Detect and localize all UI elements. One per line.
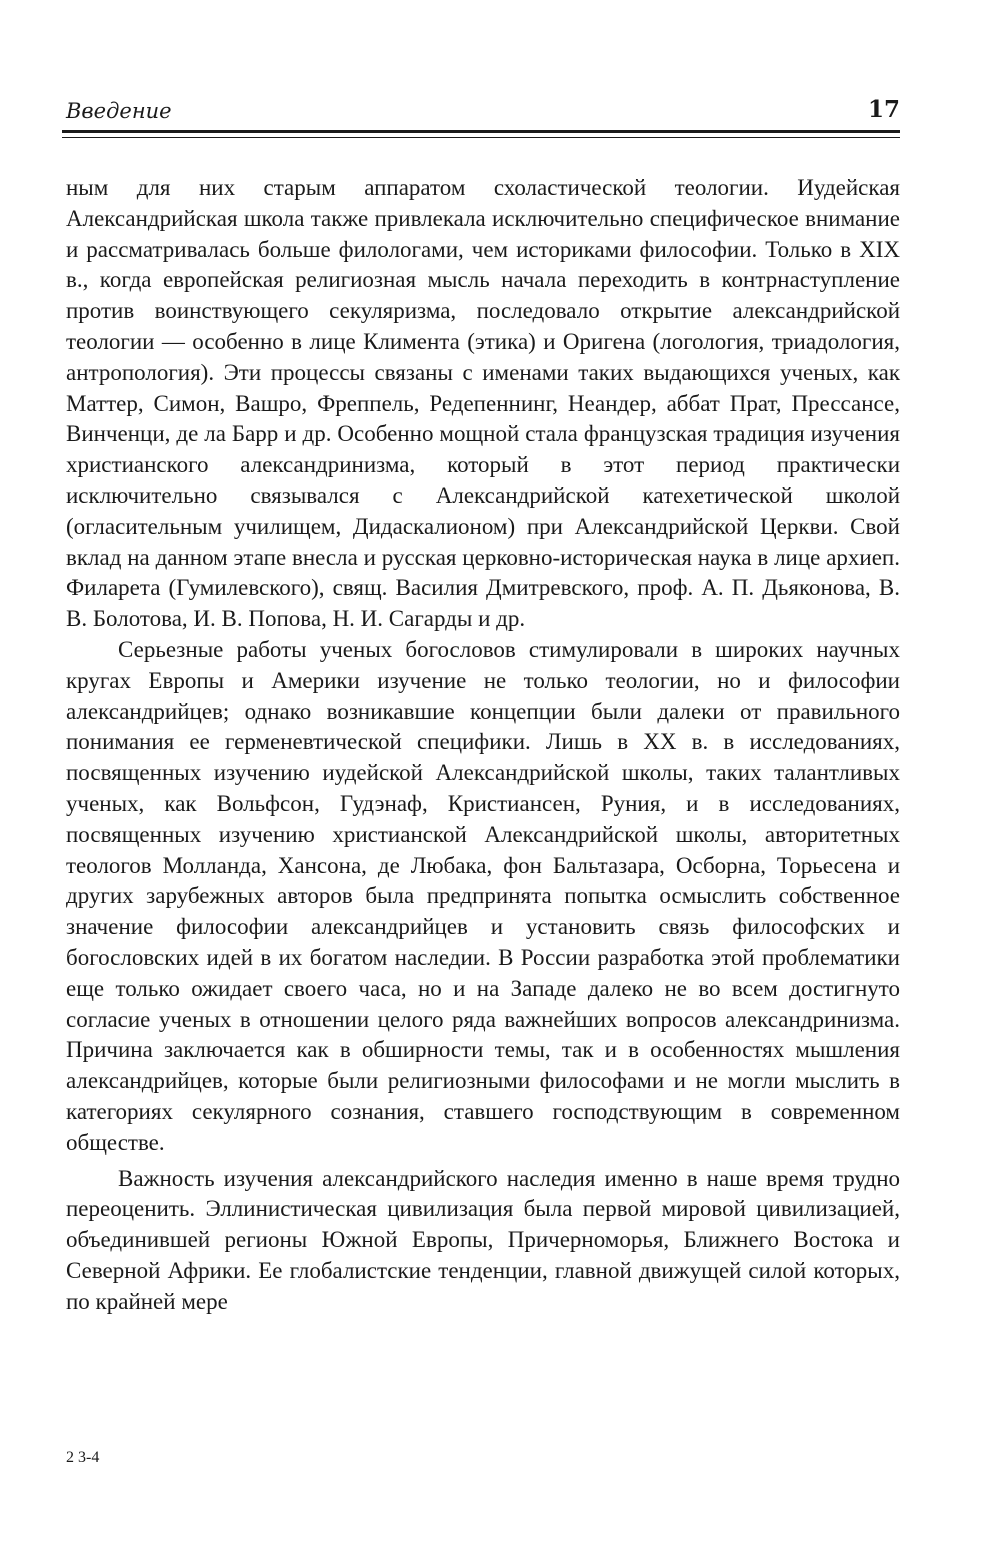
paragraph: Важность изучения александрийского наследия именно в наше время трудно переоценить. Эллинистическая цивилизация была первой мировой цивилизацией, объединившей регионы Южной Европы, Причерноморья, Ближнего Востока и Северной Африки. Ее глобалистские тенденции, главной движущей силой которых, по крайней мере: [66, 1165, 900, 1314]
paragraph: Серьезные работы ученых богословов стимулировали в широких научных кругах Европы и Америки изучение не только теологии, но и философии александрийцев; однако возникавшие концепции были далеки от правильного понимания ее герменевтической специфики. Лишь в XX в. в исследованиях, посвященных изучению иудейской Александрийской школы, таких талантливых ученых, как Вольфсон, Гудэнаф, Кристиансен, Руния, и в исследованиях, посвященных изучению христианской Александрийской школы, авторитетных теологов Молланда, Хансона, де Любака, фон Бальтазара, Осборна, Торьесена и других зарубежных авторов была предпринята попытка осмыслить собственное значение философии александрийцев и установить связь философских и богословских идей в их богатом наследии. В России разработка этой проблематики еще только ожидает своего часа, но и на Западе далеко не во всем достигнуто согласие ученых в отношении целого ряда важнейших вопросов александринизма. Причина заключается как в обширности темы, так и в особенностях мышления александрийцев, которые были религиозными философами и не могли мыслить в категориях секулярного сознания, ставшего господствующим в современном обществе.: [66, 636, 900, 1155]
signature-mark: 2 3-4: [66, 1449, 100, 1466]
book-page: [62, 0, 900, 1559]
page-number: 17: [867, 96, 900, 123]
header-rule-thin: [62, 137, 900, 138]
paragraph-continued: ным для них старым аппаратом схоластической теологии. Иудейская Александрийская школа также привлекала исключительно специфическое внимание и рассматривалась больше филологами, чем историками философии. Только в XIX в., когда европейская религиозная мысль начала переходить в контрнаступление против воинствующего секуляризма, последовало открытие александрийской теологии — особенно в лице Климента (этика) и Оригена (логология, триадология, антропология). Эти процессы связаны с именами таких выдающихся ученых, как Маттер, Симон, Вашро, Фреппель, Редепеннинг, Неандер, аббат Прат, Прессансе, Винченци, де ла Барр и др. Особенно мощной стала французская традиция изучения христианского александринизма, который в этот период практически исключительно связывался с Александрийской катехетической школой (огласительным училищем, Дидаскалионом) при Александрийской Церкви. Свой вклад на данном этапе внесла и русская церковно-историческая наука в лице архиеп. Филарета (Гумилевского), свящ. Василия Дмитревского, проф. А. П. Дьяконова, В. В. Болотова, И. В. Попова, Н. И. Сагарды и др.: [66, 175, 900, 632]
body-text: [66, 173, 900, 1317]
running-head: [62, 96, 900, 130]
section-title: Введение: [66, 99, 172, 123]
header-rule-thick: [62, 130, 900, 133]
